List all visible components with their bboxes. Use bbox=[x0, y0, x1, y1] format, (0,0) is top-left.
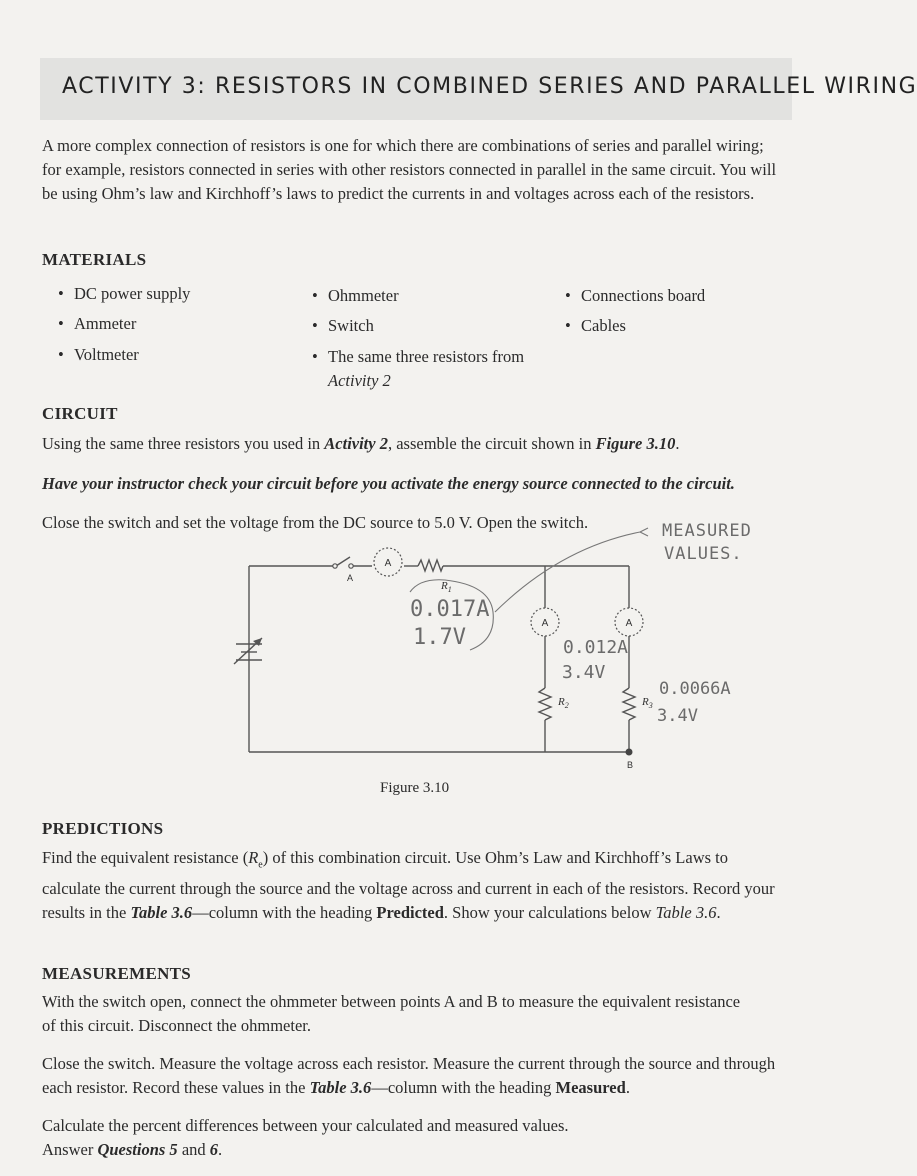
ammeter-label: A bbox=[541, 618, 549, 629]
circuit-instruction: Using the same three resistors you used in Activity 2, assemble the circuit shown in Figure 3.10. bbox=[42, 434, 680, 453]
intro-paragraph: A more complex connection of resistors is one for which there are combinations of series and parallel wiring; for example, resistors connected in series with other resistors connected in parallel in the same circuit. You will be using Ohm’s law and Kirchhoff’s laws to predict the currents in and voltages across each of the resistors. bbox=[42, 136, 777, 203]
measurements-paragraph-4: Answer Questions 5 and 6. bbox=[42, 1140, 223, 1159]
predictions-heading: PREDICTIONS bbox=[42, 819, 164, 838]
material-item: • Cables bbox=[565, 316, 626, 335]
material-item: • Connections board bbox=[565, 286, 706, 305]
measurements-heading: MEASUREMENTS bbox=[42, 964, 192, 983]
circuit-voltage-instruction: Close the switch and set the voltage from the DC source to 5.0 V. Open the switch. bbox=[42, 513, 589, 532]
handwritten-values-label: VALUES. bbox=[664, 544, 743, 564]
material-item: • Switch bbox=[312, 316, 374, 335]
handwritten-measured-label: MEASURED bbox=[662, 521, 752, 541]
measurements-paragraph-2: Close the switch. Measure the voltage across each resistor. Measure the current through the source and through each resistor. Record these values in the Table 3.6—column with the heading Measured. bbox=[42, 1054, 776, 1097]
predictions-paragraph: Find the equivalent resistance $(R_e)$ of this combination circuit. Use Ohm’s Law and Kirchhoff’s Laws to calculate the current through the source and the voltage across and current in each of the resistors. Record your results in the Table 3.6—column with the heading Predicted. Show your calculations below Table 3.6. bbox=[42, 848, 775, 923]
circuit-warning: Have your instructor check your circuit before you activate the energy source connected to the circuit. bbox=[42, 474, 735, 493]
ammeter-label: A bbox=[625, 618, 633, 629]
handwritten-r2-voltage: 3.4V bbox=[562, 662, 606, 683]
page-title: ACTIVITY 3: RESISTORS IN COMBINED SERIES AND PARALLEL WIRING bbox=[62, 74, 917, 99]
figure-caption: Figure 3.10 bbox=[380, 780, 450, 796]
materials-heading: MATERIALS bbox=[42, 250, 147, 269]
material-item: • Ohmmeter bbox=[312, 286, 399, 305]
material-item: • Ammeter bbox=[58, 314, 137, 333]
handwritten-r3-voltage: 3.4V bbox=[657, 706, 698, 726]
material-item: • The same three resistors from Activity 2 bbox=[312, 347, 525, 390]
measurements-paragraph-1: With the switch open, connect the ohmmeter between points A and B to measure the equivalent resistance of this circuit. Disconnect the ohmmeter. bbox=[42, 992, 741, 1035]
r2-label: $R_2$ bbox=[558, 696, 569, 710]
point-b-label: B bbox=[626, 760, 634, 770]
point-a-label: A bbox=[346, 573, 354, 583]
material-item: • DC power supply bbox=[58, 284, 191, 303]
r3-label: $R_3$ bbox=[642, 696, 653, 710]
handwritten-r3-current: 0.0066A bbox=[659, 679, 731, 699]
handwritten-r1-current: 0.017A bbox=[410, 597, 490, 622]
measurements-paragraph-3: Calculate the percent differences between your calculated and measured values. bbox=[42, 1116, 569, 1135]
material-item: • Voltmeter bbox=[58, 345, 139, 364]
handwritten-r2-current: 0.012A bbox=[563, 637, 629, 658]
ammeter-label: A bbox=[384, 558, 392, 569]
circuit-heading: CIRCUIT bbox=[42, 404, 118, 423]
r1-label: $R_1$ bbox=[441, 580, 452, 594]
handwritten-r1-voltage: 1.7V bbox=[413, 625, 466, 650]
